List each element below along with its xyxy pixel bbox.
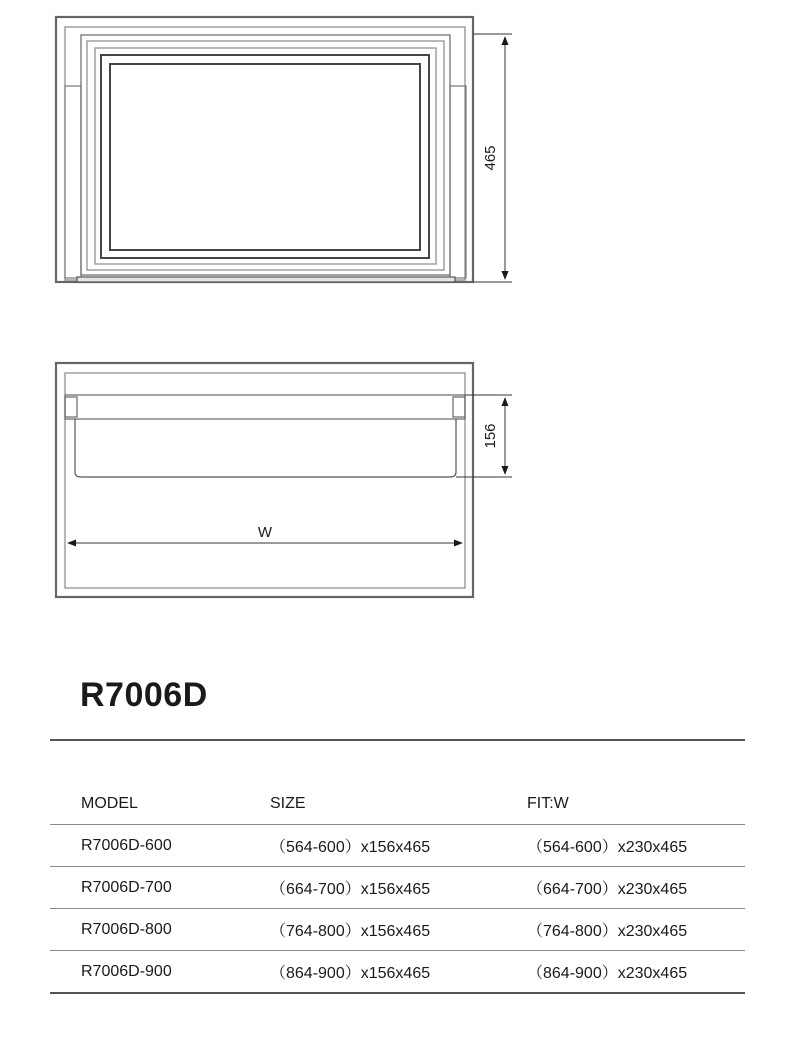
cabinet-plan-inner (65, 373, 465, 588)
cell-model: R7006D-900 (50, 951, 270, 994)
basket-frame-mid (87, 41, 444, 270)
basket-panel-inset (110, 64, 420, 250)
header-fit: FIT:W (527, 783, 745, 825)
front-rail-right-end (453, 397, 465, 417)
cell-size: （864-900）x156x465 (270, 951, 527, 994)
width-dimension-label: W (257, 524, 273, 541)
cell-size: （764-800）x156x465 (270, 909, 527, 951)
top-view (56, 363, 473, 597)
basket-frame-inner (95, 48, 436, 264)
header-model: MODEL (50, 783, 270, 825)
table-row (50, 909, 745, 951)
front-rail-left-end (65, 397, 77, 417)
table-row (50, 951, 745, 994)
title-divider (50, 739, 745, 741)
table-header-row (50, 783, 745, 825)
cabinet-plan-outer (56, 363, 473, 597)
cell-model: R7006D-800 (50, 909, 270, 951)
table-row (50, 825, 745, 867)
right-runner (450, 86, 466, 278)
cell-model: R7006D-600 (50, 825, 270, 867)
cell-model: R7006D-700 (50, 867, 270, 909)
cell-size: （564-600）x156x465 (270, 825, 527, 867)
height-dimension-label: 465 (482, 145, 499, 171)
left-runner (65, 86, 81, 278)
product-title: R7006D (80, 676, 208, 714)
header-size: SIZE (270, 783, 527, 825)
bottom-rail (77, 277, 455, 282)
basket-frame-outer (81, 35, 450, 275)
front-view (56, 17, 473, 282)
cell-fit: （864-900）x230x465 (527, 951, 745, 994)
basket-plan-body (75, 419, 456, 477)
cell-fit: （664-700）x230x465 (527, 867, 745, 909)
basket-front-rail (65, 395, 465, 419)
cell-fit: （764-800）x230x465 (527, 909, 745, 951)
cell-fit: （564-600）x230x465 (527, 825, 745, 867)
spec-table (50, 783, 745, 994)
cabinet-outer-frame (56, 17, 473, 282)
cell-size: （664-700）x156x465 (270, 867, 527, 909)
depth-dimension-label: 156 (482, 423, 499, 449)
basket-panel (101, 55, 429, 258)
table-row (50, 867, 745, 909)
